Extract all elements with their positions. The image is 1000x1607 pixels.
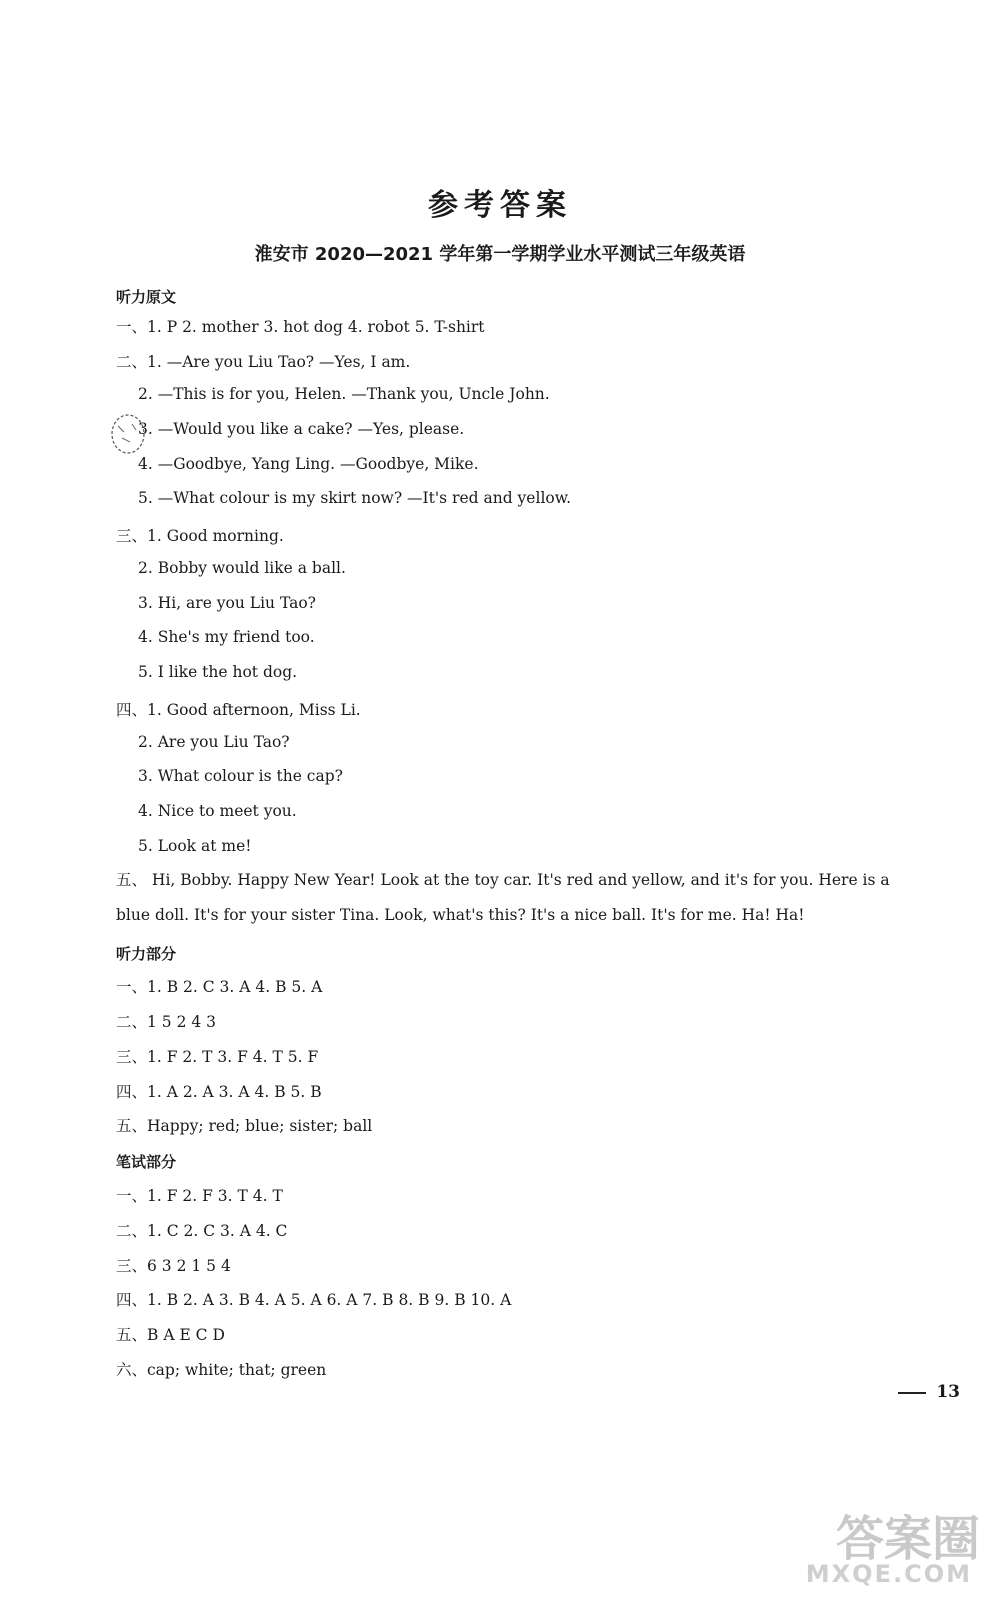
script-line: 2. —This is for you, Helen. —Thank you, Uncle John.	[138, 385, 550, 403]
script-line: 5. Look at me!	[138, 837, 252, 855]
answer-line: 三、6 3 2 1 5 4	[116, 1257, 231, 1275]
page-title: 参考答案	[428, 188, 572, 223]
script-line: 2. Are you Liu Tao?	[138, 733, 290, 751]
script-line: 3. What colour is the cap?	[138, 767, 343, 785]
answer-line: 二、1. C 2. C 3. A 4. C	[116, 1222, 288, 1240]
section-heading-written-answers: 笔试部分	[116, 1153, 177, 1171]
script-line: 3. —Would you like a cake? —Yes, please.	[138, 420, 465, 438]
answer-line: 三、1. F 2. T 3. F 4. T 5. F	[116, 1048, 319, 1066]
script-line: 5. —What colour is my skirt now? —It's red and yellow.	[138, 489, 572, 507]
script-line: 三、1. Good morning.	[116, 527, 284, 545]
script-line: 一、1. P 2. mother 3. hot dog 4. robot 5. T-shirt	[116, 318, 485, 336]
script-line: 5. I like the hot dog.	[138, 663, 298, 681]
page-number-dash	[898, 1392, 926, 1394]
script-paragraph: 五、 Hi, Bobby. Happy New Year! Look at the toy car. It's red and yellow, and it's for you. Here is a blue doll. It's for your sister Tina. Look, what's this? It's a nice ball. It's for me. Ha! Ha!	[116, 871, 890, 924]
answer-line: 四、1. A 2. A 3. A 4. B 5. B	[116, 1083, 322, 1101]
script-line: 二、1. —Are you Liu Tao? —Yes, I am.	[116, 353, 411, 371]
script-line: 四、1. Good afternoon, Miss Li.	[116, 701, 361, 719]
script-line: 4. Nice to meet you.	[138, 802, 297, 820]
answer-line: 二、1 5 2 4 3	[116, 1013, 217, 1031]
page-number	[898, 1382, 960, 1402]
answer-line: 五、Happy; red; blue; sister; ball	[116, 1117, 373, 1135]
script-line: 4. She's my friend too.	[138, 628, 315, 646]
exam-subtitle: 淮安市 2020—2021 学年第一学期学业水平测试三年级英语	[254, 244, 746, 265]
answer-line: 一、1. B 2. C 3. A 4. B 5. A	[116, 978, 323, 996]
script-line: 4. —Goodbye, Yang Ling. —Goodbye, Mike.	[138, 455, 479, 473]
stamp-scribble-icon	[108, 412, 148, 456]
script-line: 2. Bobby would like a ball.	[138, 559, 346, 577]
answer-line: 六、cap; white; that; green	[116, 1361, 327, 1379]
section-heading-listening-answers: 听力部分	[116, 945, 177, 963]
watermark-url: MXQE.COM	[805, 1560, 972, 1588]
answer-line: 五、B A E C D	[116, 1326, 225, 1344]
answer-line: 一、1. F 2. F 3. T 4. T	[116, 1187, 283, 1205]
page-number-value: 13	[936, 1382, 960, 1402]
watermark-logo: 答案圈	[835, 1511, 980, 1567]
answer-line: 四、1. B 2. A 3. B 4. A 5. A 6. A 7. B 8. B 9. B 10. A	[116, 1291, 512, 1309]
section-heading-listening-script: 听力原文	[116, 288, 177, 306]
script-line: 3. Hi, are you Liu Tao?	[138, 594, 316, 612]
